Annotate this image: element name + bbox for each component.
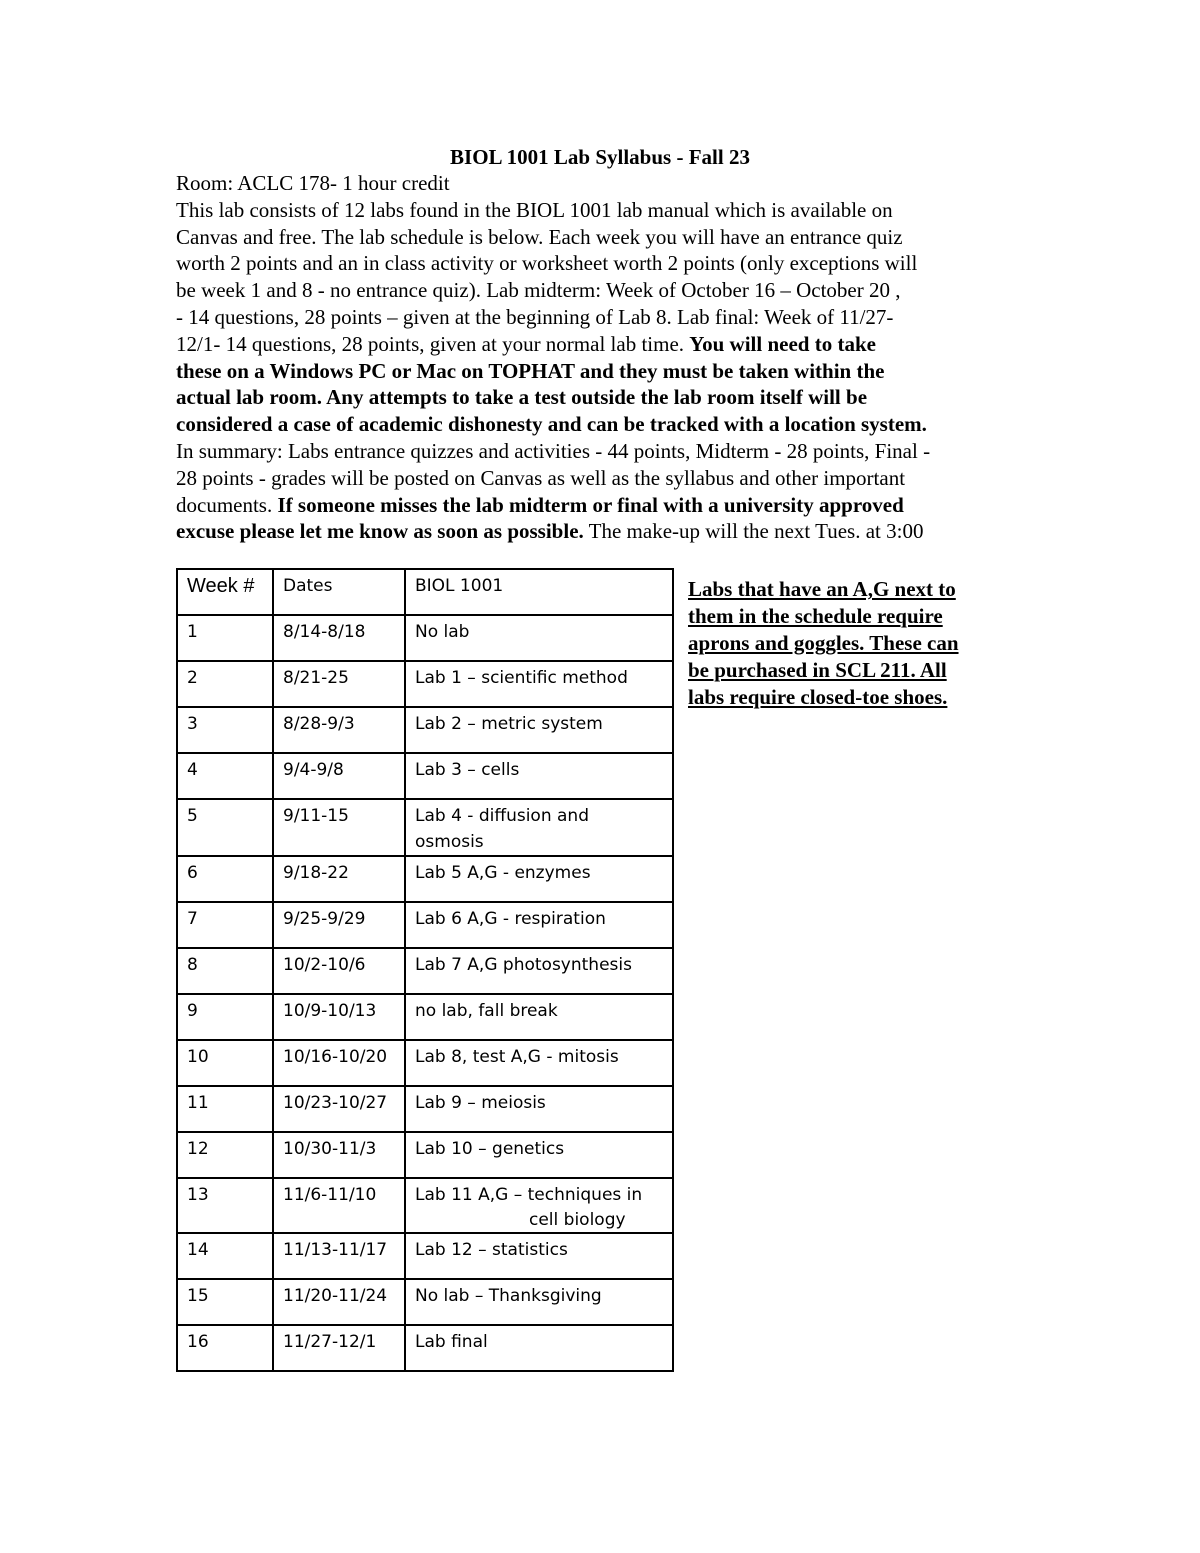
week-cell: 2: [177, 661, 273, 707]
note-line: aprons and goggles. These can: [688, 631, 959, 655]
note-line: labs require closed-toe shoes.: [688, 685, 948, 709]
header-dates: Dates: [273, 569, 405, 615]
intro-line: [176, 465, 1036, 492]
lab-text: cell biology: [529, 1210, 626, 1230]
lab-text: No lab: [415, 622, 470, 642]
intro-paragraph: [176, 170, 1036, 545]
dates-cell: 9/25-9/29: [273, 902, 405, 948]
header-course: BIOL 1001: [405, 569, 673, 615]
table-row: [177, 856, 673, 902]
header-week: Week #: [177, 569, 273, 615]
intro-line: [176, 304, 1036, 331]
week-cell: 10: [177, 1040, 273, 1086]
lab-cell: [405, 661, 673, 707]
intro-text: 28 points - grades will be posted on Canvas as well as the syllabus and other important: [176, 465, 906, 490]
intro-bold-text: You will need to take: [689, 331, 876, 356]
week-cell: 16: [177, 1325, 273, 1371]
lab-text: Lab 3 – cells: [415, 760, 520, 780]
week-cell: 15: [177, 1279, 273, 1325]
intro-line: [176, 384, 1036, 411]
dates-cell: 11/13-11/17: [273, 1233, 405, 1279]
table-row: [177, 948, 673, 994]
intro-line: [176, 438, 1036, 465]
dates-cell: 9/4-9/8: [273, 753, 405, 799]
lab-cell: [405, 994, 673, 1040]
dates-cell: 11/27-12/1: [273, 1325, 405, 1371]
table-row: [177, 902, 673, 948]
lab-cell: [405, 856, 673, 902]
lab-cell: [405, 1132, 673, 1178]
intro-line: [176, 331, 1036, 358]
dates-cell: 9/18-22: [273, 856, 405, 902]
intro-bold-text: these on a Windows PC or Mac on TOPHAT and they must be taken within the: [176, 358, 885, 383]
lab-text: Lab 5 A,G - enzymes: [415, 863, 591, 883]
intro-text: be week 1 and 8 - no entrance quiz). Lab midterm: Week of October 16 – October 20 ,: [176, 278, 901, 303]
dates-cell: 10/16-10/20: [273, 1040, 405, 1086]
dates-cell: 10/23-10/27: [273, 1086, 405, 1132]
table-row: [177, 1086, 673, 1132]
intro-text: Canvas and free. The lab schedule is below. Each week you will have an entrance quiz: [176, 224, 903, 249]
intro-line: [176, 518, 1036, 545]
intro-line: [176, 358, 1036, 385]
intro-text: - 14 questions, 28 points – given at the beginning of Lab 8. Lab final: Week of 11/27-: [176, 304, 894, 329]
intro-line: [176, 250, 1036, 277]
note-line: be purchased in SCL 211. All: [688, 658, 947, 682]
week-cell: 4: [177, 753, 273, 799]
lab-text: Lab 10 – genetics: [415, 1139, 565, 1159]
intro-bold-text: considered a case of academic dishonesty and can be tracked with a location system.: [176, 412, 927, 437]
week-cell: 14: [177, 1233, 273, 1279]
lab-text: osmosis: [415, 832, 484, 852]
intro-bold-text: excuse please let me know as soon as possible.: [176, 519, 584, 544]
table-row: [177, 1325, 673, 1371]
lab-cell: [405, 1279, 673, 1325]
week-cell: 3: [177, 707, 273, 753]
lab-cell: [405, 615, 673, 661]
table-row: [177, 707, 673, 753]
week-cell: 11: [177, 1086, 273, 1132]
lab-text: Lab final: [415, 1332, 488, 1352]
dates-cell: 11/20-11/24: [273, 1279, 405, 1325]
lab-cell: [405, 753, 673, 799]
lab-text: Lab 12 – statistics: [415, 1240, 568, 1260]
table-row: [177, 1233, 673, 1279]
week-cell: 7: [177, 902, 273, 948]
intro-text: The make-up will the next Tues. at 3:00: [583, 519, 924, 544]
lab-text: Lab 8, test A,G - mitosis: [415, 1047, 619, 1067]
table-row: [177, 1132, 673, 1178]
lab-text: Lab 2 – metric system: [415, 714, 603, 734]
lab-cell: [405, 1086, 673, 1132]
intro-text: Room: ACLC 178- 1 hour credit: [176, 171, 450, 195]
table-row: [177, 994, 673, 1040]
document-title: BIOL 1001 Lab Syllabus - Fall 23: [450, 145, 750, 169]
week-cell: 13: [177, 1178, 273, 1233]
dates-cell: 11/6-11/10: [273, 1178, 405, 1233]
table-row: [177, 615, 673, 661]
lab-cell: [405, 707, 673, 753]
lab-cell: [405, 902, 673, 948]
intro-line: [176, 411, 1036, 438]
table-row: [177, 661, 673, 707]
table-row: [177, 1040, 673, 1086]
dates-cell: 9/11-15: [273, 799, 405, 856]
lab-text: No lab – Thanksgiving: [415, 1286, 602, 1306]
dates-cell: 10/9-10/13: [273, 994, 405, 1040]
dates-cell: 10/30-11/3: [273, 1132, 405, 1178]
lab-cell: [405, 1178, 673, 1233]
table-row: [177, 799, 673, 856]
note-line: Labs that have an A,G next to: [688, 577, 956, 601]
intro-line: [176, 197, 1036, 224]
table-row: [177, 1279, 673, 1325]
lab-cell: [405, 1233, 673, 1279]
lab-cell: [405, 1325, 673, 1371]
week-cell: 8: [177, 948, 273, 994]
lab-schedule-table: [176, 568, 674, 1372]
lab-text: Lab 6 A,G - respiration: [415, 909, 606, 929]
lab-text: Lab 7 A,G photosynthesis: [415, 955, 632, 975]
intro-line: [176, 492, 1036, 519]
intro-bold-text: actual lab room. Any attempts to take a test outside the lab room itself will be: [176, 385, 868, 410]
intro-text: This lab consists of 12 labs found in the BIOL 1001 lab manual which is available on: [176, 197, 893, 222]
dates-cell: 8/14-8/18: [273, 615, 405, 661]
note-line: them in the schedule require: [688, 604, 943, 628]
safety-note: [688, 576, 1018, 711]
dates-cell: 8/28-9/3: [273, 707, 405, 753]
lab-cell: [405, 799, 673, 856]
intro-text: In summary: Labs entrance quizzes and activities - 44 points, Midterm - 28 points, Final -: [176, 438, 931, 463]
week-cell: 1: [177, 615, 273, 661]
table-header-row: [177, 569, 673, 615]
lab-cell: [405, 948, 673, 994]
intro-text: 12/1- 14 questions, 28 points, given at your normal lab time.: [176, 331, 690, 356]
week-cell: 12: [177, 1132, 273, 1178]
intro-line: [176, 224, 1036, 251]
table-row: [177, 1178, 673, 1233]
intro-line: [176, 277, 1036, 304]
intro-text: documents.: [176, 492, 278, 517]
intro-line: [176, 170, 1036, 197]
dates-cell: 10/2-10/6: [273, 948, 405, 994]
lab-text: Lab 11 A,G – techniques in: [415, 1185, 643, 1205]
week-cell: 5: [177, 799, 273, 856]
lab-text: Lab 9 – meiosis: [415, 1093, 546, 1113]
lab-cell: [405, 1040, 673, 1086]
dates-cell: 8/21-25: [273, 661, 405, 707]
week-cell: 9: [177, 994, 273, 1040]
lab-text: Lab 1 – scientific method: [415, 668, 628, 688]
week-cell: 6: [177, 856, 273, 902]
table-row: [177, 753, 673, 799]
lab-text: Lab 4 - diffusion and: [415, 806, 589, 826]
intro-bold-text: If someone misses the lab midterm or final with a university approved: [277, 492, 904, 517]
intro-text: worth 2 points and an in class activity or worksheet worth 2 points (only exceptions will: [176, 251, 918, 276]
lab-text: no lab, fall break: [415, 1001, 558, 1021]
